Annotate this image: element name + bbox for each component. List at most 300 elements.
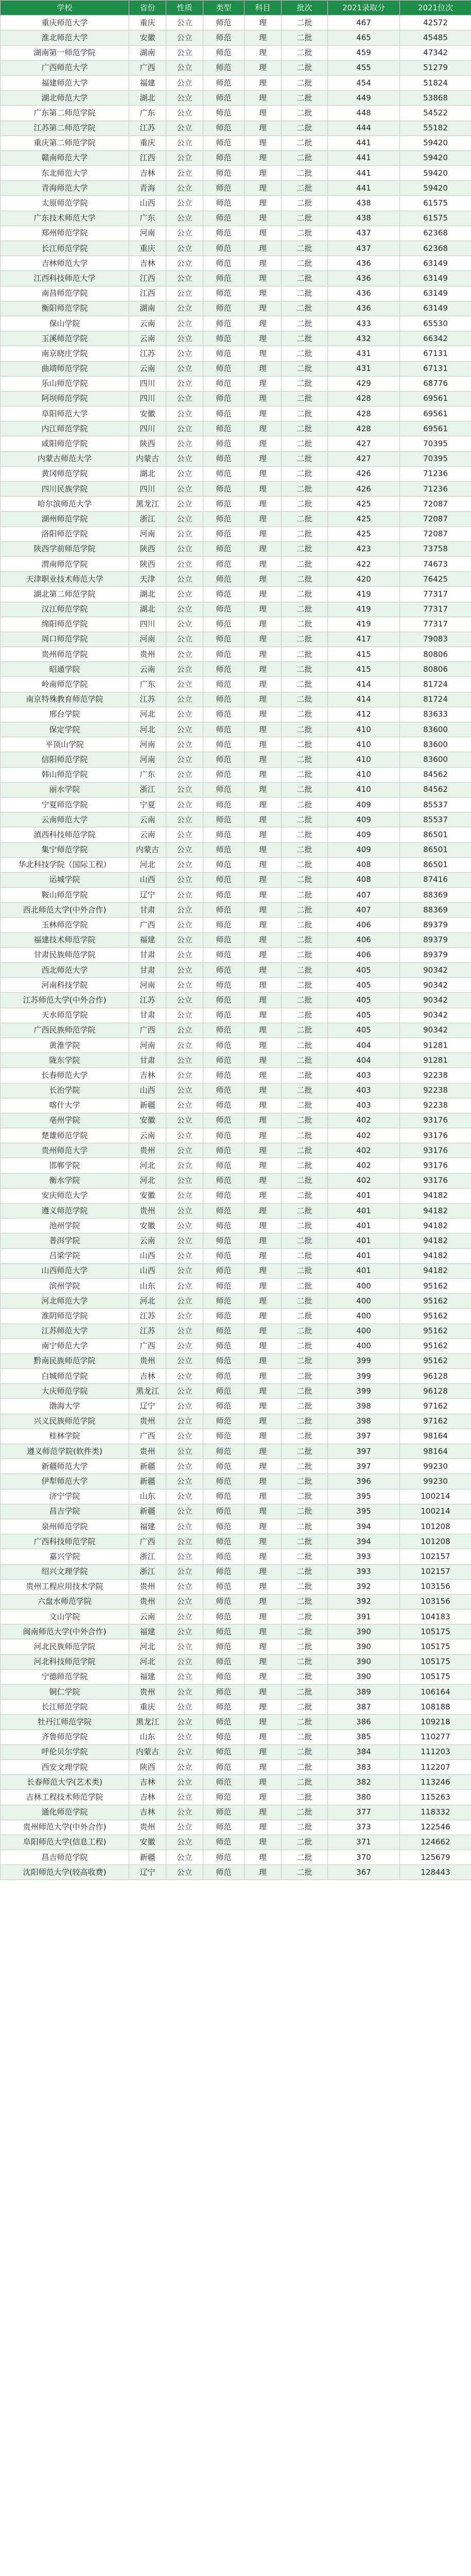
cell-school: 湖州师范学院 <box>1 512 129 527</box>
cell-batch: 二批 <box>282 497 328 512</box>
cell-score-2021: 397 <box>328 1459 400 1474</box>
cell-ownership: 公立 <box>166 1504 203 1519</box>
cell-score-2021: 390 <box>328 1639 400 1654</box>
table-row <box>1 1204 471 1218</box>
cell-province: 甘肃 <box>129 903 166 918</box>
cell-province: 辽宁 <box>129 1865 166 1880</box>
cell-province: 贵州 <box>129 1685 166 1700</box>
cell-type: 师范 <box>203 1730 245 1744</box>
cell-batch: 二批 <box>282 978 328 993</box>
cell-score-2021: 401 <box>328 1263 400 1278</box>
cell-school: 渤海大学 <box>1 1399 129 1414</box>
cell-school: 福建技术师范学院 <box>1 933 129 947</box>
cell-school: 湖南第一师范学院 <box>1 45 129 60</box>
cell-score-2021: 395 <box>328 1504 400 1519</box>
cell-type: 师范 <box>203 1414 245 1429</box>
cell-type: 师范 <box>203 106 245 121</box>
cell-batch: 二批 <box>282 1113 328 1128</box>
cell-type: 师范 <box>203 1835 245 1850</box>
cell-ownership: 公立 <box>166 241 203 256</box>
cell-rank-2021: 115263 <box>400 1790 471 1805</box>
cell-ownership: 公立 <box>166 150 203 165</box>
cell-ownership: 公立 <box>166 1730 203 1744</box>
cell-rank-2021: 103156 <box>400 1579 471 1594</box>
table-row <box>1 1865 471 1880</box>
cell-ownership: 公立 <box>166 106 203 121</box>
cell-score-2021: 423 <box>328 541 400 556</box>
cell-province: 福建 <box>129 1519 166 1534</box>
cell-province: 四川 <box>129 482 166 497</box>
cell-ownership: 公立 <box>166 181 203 196</box>
cell-type: 师范 <box>203 512 245 527</box>
cell-type: 师范 <box>203 1278 245 1293</box>
cell-rank-2021: 92238 <box>400 1098 471 1113</box>
cell-school: 汉江师范学院 <box>1 602 129 617</box>
cell-province: 云南 <box>129 316 166 331</box>
cell-subject: 理 <box>245 527 282 541</box>
cell-subject: 理 <box>245 1564 282 1579</box>
cell-batch: 二批 <box>282 707 328 722</box>
cell-ownership: 公立 <box>166 1158 203 1173</box>
cell-province: 广西 <box>129 1429 166 1444</box>
cell-rank-2021: 93176 <box>400 1128 471 1143</box>
table-row <box>1 316 471 331</box>
cell-school: 咸阳师范学院 <box>1 436 129 451</box>
cell-school: 齐鲁师范学院 <box>1 1730 129 1744</box>
cell-province: 安徽 <box>129 30 166 45</box>
cell-province: 广西 <box>129 1534 166 1549</box>
cell-subject: 理 <box>245 1669 282 1684</box>
cell-batch: 二批 <box>282 1098 328 1113</box>
cell-subject: 理 <box>245 1609 282 1624</box>
cell-rank-2021: 89379 <box>400 933 471 947</box>
cell-batch: 二批 <box>282 15 328 30</box>
cell-rank-2021: 79083 <box>400 632 471 647</box>
cell-ownership: 公立 <box>166 978 203 993</box>
cell-ownership: 公立 <box>166 1143 203 1158</box>
cell-ownership: 公立 <box>166 1248 203 1263</box>
cell-school: 白城师范学院 <box>1 1369 129 1384</box>
cell-school: 呼伦贝尔学院 <box>1 1744 129 1759</box>
cell-province: 福建 <box>129 933 166 947</box>
cell-school: 牡丹江师范学院 <box>1 1715 129 1730</box>
cell-school: 闽南师范大学(中外合作) <box>1 1624 129 1639</box>
cell-school: 西安文理学院 <box>1 1759 129 1774</box>
cell-ownership: 公立 <box>166 1294 203 1309</box>
cell-subject: 理 <box>245 872 282 887</box>
table-row <box>1 1098 471 1113</box>
cell-ownership: 公立 <box>166 406 203 421</box>
cell-type: 师范 <box>203 1083 245 1098</box>
table-row <box>1 1504 471 1519</box>
cell-type: 师范 <box>203 572 245 587</box>
cell-type: 师范 <box>203 482 245 497</box>
cell-score-2021: 426 <box>328 482 400 497</box>
cell-province: 新疆 <box>129 1459 166 1474</box>
table-row <box>1 963 471 978</box>
cell-ownership: 公立 <box>166 1579 203 1594</box>
table-row <box>1 1309 471 1324</box>
table-body <box>1 15 471 1880</box>
table-row <box>1 466 471 481</box>
cell-province: 浙江 <box>129 1564 166 1579</box>
cell-batch: 二批 <box>282 301 328 316</box>
cell-type: 师范 <box>203 1068 245 1083</box>
cell-school: 内江师范学院 <box>1 421 129 436</box>
cell-rank-2021: 63149 <box>400 301 471 316</box>
table-row <box>1 1038 471 1053</box>
cell-province: 河北 <box>129 857 166 872</box>
cell-rank-2021: 47342 <box>400 45 471 60</box>
table-row <box>1 527 471 541</box>
cell-subject: 理 <box>245 1278 282 1293</box>
cell-school: 玉林师范学院 <box>1 918 129 933</box>
cell-school: 江苏第二师范学院 <box>1 121 129 135</box>
cell-subject: 理 <box>245 121 282 135</box>
cell-rank-2021: 110277 <box>400 1730 471 1744</box>
cell-score-2021: 402 <box>328 1128 400 1143</box>
cell-rank-2021: 95162 <box>400 1278 471 1293</box>
cell-province: 河南 <box>129 632 166 647</box>
cell-ownership: 公立 <box>166 1098 203 1113</box>
cell-province: 内蒙古 <box>129 1744 166 1759</box>
cell-rank-2021: 105175 <box>400 1624 471 1639</box>
cell-batch: 二批 <box>282 1654 328 1669</box>
cell-subject: 理 <box>245 647 282 662</box>
cell-ownership: 公立 <box>166 617 203 632</box>
cell-school: 江苏师范大学 <box>1 1324 129 1338</box>
cell-ownership: 公立 <box>166 331 203 346</box>
cell-score-2021: 384 <box>328 1744 400 1759</box>
cell-type: 师范 <box>203 707 245 722</box>
cell-type: 师范 <box>203 241 245 256</box>
cell-rank-2021: 93176 <box>400 1113 471 1128</box>
cell-school: 绵阳师范学院 <box>1 617 129 632</box>
table-row <box>1 1248 471 1263</box>
cell-subject: 理 <box>245 1459 282 1474</box>
table-row <box>1 106 471 121</box>
cell-batch: 二批 <box>282 1624 328 1639</box>
cell-batch: 二批 <box>282 1669 328 1684</box>
cell-subject: 理 <box>245 1324 282 1338</box>
cell-school: 丽水学院 <box>1 782 129 797</box>
cell-school: 南京晓庄学院 <box>1 346 129 361</box>
cell-province: 四川 <box>129 421 166 436</box>
cell-province: 湖南 <box>129 45 166 60</box>
table-row <box>1 1278 471 1293</box>
cell-type: 师范 <box>203 1429 245 1444</box>
cell-ownership: 公立 <box>166 918 203 933</box>
cell-ownership: 公立 <box>166 60 203 75</box>
cell-score-2021: 394 <box>328 1534 400 1549</box>
cell-rank-2021: 80806 <box>400 647 471 662</box>
cell-ownership: 公立 <box>166 376 203 391</box>
cell-subject: 理 <box>245 30 282 45</box>
cell-rank-2021: 100214 <box>400 1504 471 1519</box>
cell-score-2021: 415 <box>328 662 400 677</box>
cell-score-2021: 402 <box>328 1143 400 1158</box>
cell-province: 河南 <box>129 527 166 541</box>
cell-score-2021: 428 <box>328 391 400 406</box>
cell-province: 广西 <box>129 918 166 933</box>
cell-subject: 理 <box>245 1790 282 1805</box>
cell-type: 师范 <box>203 1204 245 1218</box>
cell-score-2021: 414 <box>328 692 400 707</box>
cell-school: 楚雄师范学院 <box>1 1128 129 1143</box>
table-row <box>1 1549 471 1564</box>
cell-ownership: 公立 <box>166 1744 203 1759</box>
cell-province: 吉林 <box>129 1805 166 1820</box>
table-row <box>1 1519 471 1534</box>
cell-subject: 理 <box>245 587 282 602</box>
cell-score-2021: 409 <box>328 842 400 857</box>
cell-type: 师范 <box>203 797 245 812</box>
cell-score-2021: 399 <box>328 1369 400 1384</box>
cell-type: 师范 <box>203 632 245 647</box>
table-row <box>1 1143 471 1158</box>
cell-type: 师范 <box>203 1399 245 1414</box>
cell-school: 长江师范学院 <box>1 1700 129 1715</box>
cell-school: 广西民族师范学院 <box>1 1023 129 1038</box>
table-row <box>1 692 471 707</box>
cell-province: 江苏 <box>129 1324 166 1338</box>
cell-type: 师范 <box>203 1579 245 1594</box>
cell-score-2021: 425 <box>328 497 400 512</box>
table-row <box>1 451 471 466</box>
cell-school: 邢台学院 <box>1 707 129 722</box>
cell-subject: 理 <box>245 436 282 451</box>
cell-rank-2021: 62368 <box>400 241 471 256</box>
cell-rank-2021: 68776 <box>400 376 471 391</box>
cell-batch: 二批 <box>282 1369 328 1384</box>
cell-score-2021: 367 <box>328 1865 400 1880</box>
cell-batch: 二批 <box>282 271 328 286</box>
table-row <box>1 662 471 677</box>
cell-province: 山西 <box>129 1263 166 1278</box>
cell-school: 四川民族学院 <box>1 482 129 497</box>
cell-school: 池州学院 <box>1 1218 129 1233</box>
cell-subject: 理 <box>245 271 282 286</box>
table-row <box>1 1324 471 1338</box>
cell-subject: 理 <box>245 1294 282 1309</box>
cell-score-2021: 436 <box>328 286 400 301</box>
cell-score-2021: 428 <box>328 421 400 436</box>
cell-type: 师范 <box>203 1188 245 1203</box>
cell-score-2021: 399 <box>328 1384 400 1399</box>
cell-type: 师范 <box>203 617 245 632</box>
cell-batch: 二批 <box>282 1188 328 1203</box>
column-header-type: 类型 <box>203 1 245 15</box>
cell-batch: 二批 <box>282 1850 328 1865</box>
table-row <box>1 421 471 436</box>
cell-rank-2021: 96128 <box>400 1369 471 1384</box>
cell-rank-2021: 80806 <box>400 662 471 677</box>
cell-type: 师范 <box>203 75 245 90</box>
cell-subject: 理 <box>245 1700 282 1715</box>
table-row <box>1 196 471 211</box>
cell-subject: 理 <box>245 602 282 617</box>
cell-batch: 二批 <box>282 1564 328 1579</box>
cell-province: 宁夏 <box>129 797 166 812</box>
cell-province: 吉林 <box>129 1790 166 1805</box>
cell-ownership: 公立 <box>166 1188 203 1203</box>
cell-school: 重庆师范大学 <box>1 15 129 30</box>
cell-ownership: 公立 <box>166 1414 203 1429</box>
cell-subject: 理 <box>245 737 282 752</box>
cell-batch: 二批 <box>282 1609 328 1624</box>
cell-rank-2021: 94182 <box>400 1188 471 1203</box>
cell-province: 青海 <box>129 181 166 196</box>
cell-score-2021: 393 <box>328 1549 400 1564</box>
column-header-rank-2021: 2021位次 <box>400 1 471 15</box>
cell-score-2021: 407 <box>328 888 400 903</box>
table-row <box>1 541 471 556</box>
cell-subject: 理 <box>245 1369 282 1384</box>
cell-ownership: 公立 <box>166 1338 203 1353</box>
cell-school: 泉州师范学院 <box>1 1519 129 1534</box>
cell-ownership: 公立 <box>166 527 203 541</box>
cell-type: 师范 <box>203 45 245 60</box>
cell-score-2021: 420 <box>328 572 400 587</box>
cell-rank-2021: 128443 <box>400 1865 471 1880</box>
cell-rank-2021: 95162 <box>400 1324 471 1338</box>
cell-ownership: 公立 <box>166 1654 203 1669</box>
cell-batch: 二批 <box>282 406 328 421</box>
cell-rank-2021: 61575 <box>400 196 471 211</box>
cell-score-2021: 419 <box>328 602 400 617</box>
cell-ownership: 公立 <box>166 121 203 135</box>
cell-subject: 理 <box>245 150 282 165</box>
table-row <box>1 617 471 632</box>
cell-rank-2021: 84562 <box>400 767 471 782</box>
cell-score-2021: 459 <box>328 45 400 60</box>
cell-subject: 理 <box>245 1775 282 1790</box>
cell-rank-2021: 71236 <box>400 482 471 497</box>
cell-score-2021: 385 <box>328 1730 400 1744</box>
cell-province: 江苏 <box>129 692 166 707</box>
cell-batch: 二批 <box>282 1685 328 1700</box>
cell-batch: 二批 <box>282 632 328 647</box>
cell-score-2021: 401 <box>328 1248 400 1263</box>
table-row <box>1 1820 471 1835</box>
cell-ownership: 公立 <box>166 451 203 466</box>
cell-ownership: 公立 <box>166 1008 203 1023</box>
cell-subject: 理 <box>245 978 282 993</box>
cell-subject: 理 <box>245 331 282 346</box>
cell-score-2021: 404 <box>328 1038 400 1053</box>
table-row <box>1 331 471 346</box>
column-header-batch: 批次 <box>282 1 328 15</box>
cell-school: 昌吉学院 <box>1 1504 129 1519</box>
cell-province: 贵州 <box>129 1820 166 1835</box>
cell-score-2021: 436 <box>328 301 400 316</box>
cell-subject: 理 <box>245 1579 282 1594</box>
cell-school: 南昌师范学院 <box>1 286 129 301</box>
cell-rank-2021: 67131 <box>400 361 471 376</box>
cell-subject: 理 <box>245 286 282 301</box>
cell-batch: 二批 <box>282 106 328 121</box>
cell-type: 师范 <box>203 1113 245 1128</box>
cell-rank-2021: 104183 <box>400 1609 471 1624</box>
cell-school: 玉溪师范学院 <box>1 331 129 346</box>
cell-subject: 理 <box>245 1685 282 1700</box>
cell-batch: 二批 <box>282 872 328 887</box>
cell-rank-2021: 93176 <box>400 1143 471 1158</box>
cell-type: 师范 <box>203 1715 245 1730</box>
cell-rank-2021: 63149 <box>400 256 471 271</box>
cell-rank-2021: 94182 <box>400 1233 471 1248</box>
cell-type: 师范 <box>203 166 245 181</box>
cell-score-2021: 409 <box>328 827 400 842</box>
cell-score-2021: 455 <box>328 60 400 75</box>
cell-rank-2021: 67131 <box>400 346 471 361</box>
cell-school: 六盘水师范学院 <box>1 1594 129 1609</box>
cell-ownership: 公立 <box>166 1263 203 1278</box>
cell-score-2021: 448 <box>328 106 400 121</box>
cell-ownership: 公立 <box>166 1113 203 1128</box>
cell-province: 广西 <box>129 1338 166 1353</box>
cell-score-2021: 409 <box>328 797 400 812</box>
cell-batch: 二批 <box>282 993 328 1008</box>
table-header-row <box>1 1 471 15</box>
cell-subject: 理 <box>245 1865 282 1880</box>
cell-ownership: 公立 <box>166 752 203 767</box>
table-row <box>1 872 471 887</box>
cell-ownership: 公立 <box>166 602 203 617</box>
cell-type: 师范 <box>203 1744 245 1759</box>
cell-school: 淮阴师范学院 <box>1 1309 129 1324</box>
cell-ownership: 公立 <box>166 647 203 662</box>
cell-subject: 理 <box>245 60 282 75</box>
cell-school: 文山学院 <box>1 1609 129 1624</box>
cell-batch: 二批 <box>282 1353 328 1368</box>
cell-batch: 二批 <box>282 617 328 632</box>
cell-subject: 理 <box>245 1744 282 1759</box>
cell-batch: 二批 <box>282 436 328 451</box>
table-row <box>1 647 471 662</box>
table-row <box>1 947 471 962</box>
cell-province: 福建 <box>129 1624 166 1639</box>
cell-rank-2021: 90342 <box>400 978 471 993</box>
cell-rank-2021: 111203 <box>400 1744 471 1759</box>
cell-school: 韩山师范学院 <box>1 767 129 782</box>
cell-province: 湖北 <box>129 602 166 617</box>
cell-province: 江苏 <box>129 346 166 361</box>
cell-province: 甘肃 <box>129 1008 166 1023</box>
cell-school: 桂林学院 <box>1 1429 129 1444</box>
cell-type: 师范 <box>203 1098 245 1113</box>
cell-school: 哈尔滨师范大学 <box>1 497 129 512</box>
cell-rank-2021: 99230 <box>400 1474 471 1489</box>
cell-ownership: 公立 <box>166 256 203 271</box>
cell-batch: 二批 <box>282 1519 328 1534</box>
table-row <box>1 857 471 872</box>
cell-batch: 二批 <box>282 827 328 842</box>
cell-batch: 二批 <box>282 1534 328 1549</box>
cell-subject: 理 <box>245 888 282 903</box>
cell-score-2021: 410 <box>328 782 400 797</box>
cell-province: 福建 <box>129 75 166 90</box>
cell-score-2021: 386 <box>328 1715 400 1730</box>
cell-type: 师范 <box>203 1309 245 1324</box>
cell-school: 渭南师范学院 <box>1 556 129 571</box>
cell-rank-2021: 94182 <box>400 1263 471 1278</box>
cell-batch: 二批 <box>282 482 328 497</box>
cell-batch: 二批 <box>282 963 328 978</box>
cell-rank-2021: 86501 <box>400 827 471 842</box>
table-row <box>1 993 471 1008</box>
cell-province: 重庆 <box>129 241 166 256</box>
